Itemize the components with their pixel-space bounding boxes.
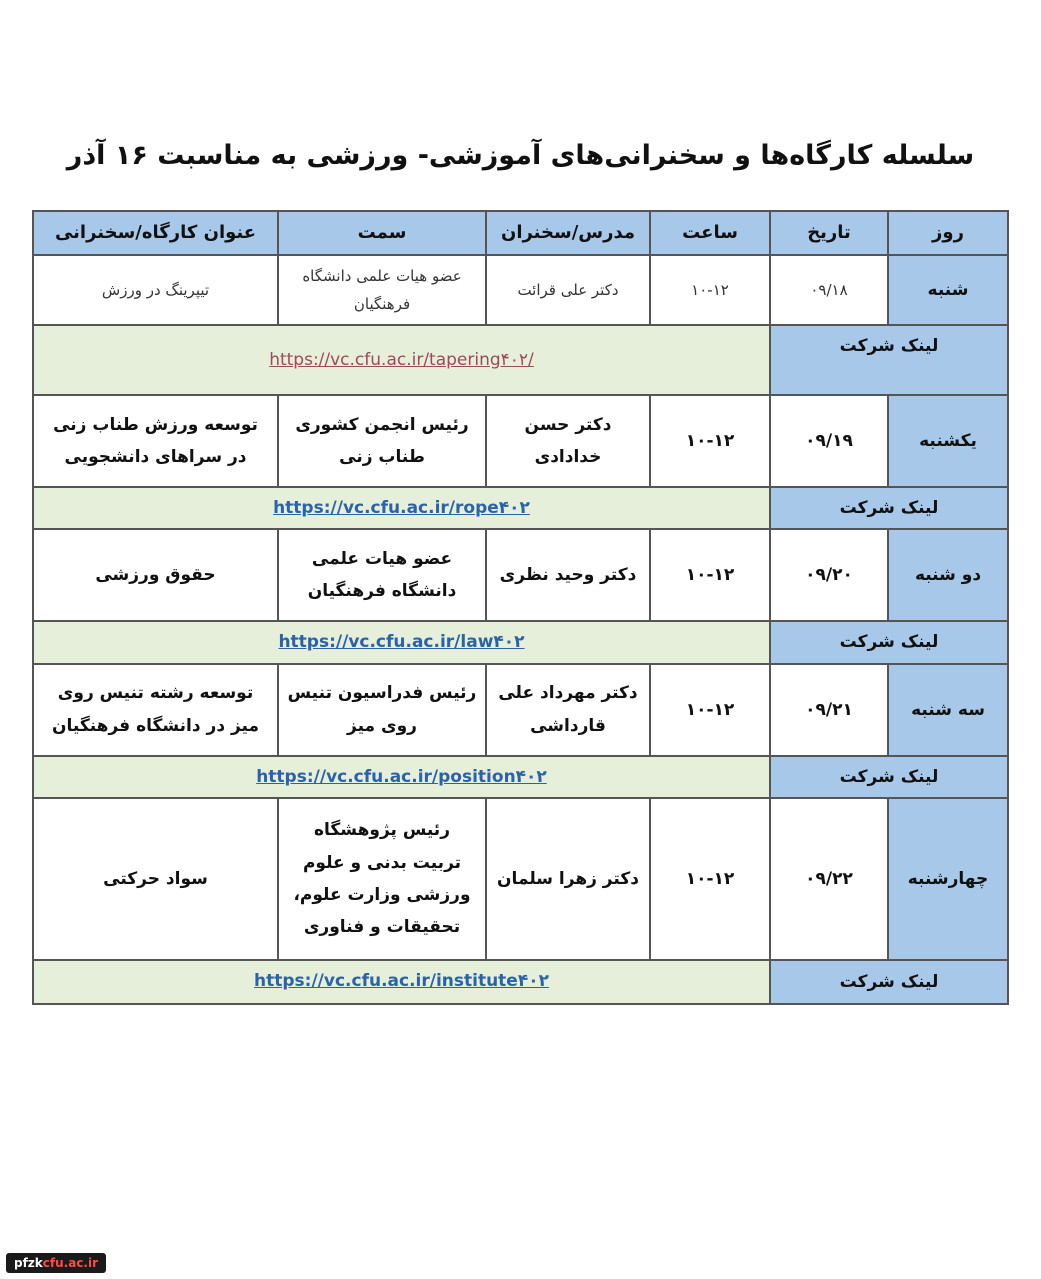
session-link[interactable]: https://vc.cfu.ac.ir/tapering۴۰۲/ [269,350,534,371]
session-link[interactable]: https://vc.cfu.ac.ir/institute۴۰۲ [254,971,549,992]
link-label: لینک شرکت [770,325,1008,395]
link-label: لینک شرکت [770,756,1008,798]
speaker-cell: دکتر زهرا سلمان [486,798,650,960]
header-day: روز [888,211,1008,255]
date-cell: ۰۹/۱۹ [770,395,888,487]
table-row [33,529,1008,621]
time-cell: ۱۰-۱۲ [650,395,770,487]
position-cell: رئیس انجمن کشوری طناب زنی [278,395,486,487]
speaker-cell: دکتر حسن خدادادی [486,395,650,487]
table-row [33,395,1008,487]
header-time: ساعت [650,211,770,255]
link-row [33,960,1008,1004]
header-row [33,211,1008,255]
day-cell: سه شنبه [888,664,1008,756]
link-row [33,325,1008,395]
table-row [33,798,1008,960]
speaker-cell: دکتر علی قرائت [486,255,650,325]
link-label: لینک شرکت [770,487,1008,529]
header-position: سمت [278,211,486,255]
link-cell [33,621,770,663]
day-cell: شنبه [888,255,1008,325]
link-cell [33,960,770,1004]
time-cell: ۱۰-۱۲ [650,255,770,325]
table-row [33,664,1008,756]
table-row [33,255,1008,325]
link-label: لینک شرکت [770,621,1008,663]
topic-cell: سواد حرکتی [33,798,278,960]
topic-cell: حقوق ورزشی [33,529,278,621]
session-link[interactable]: https://vc.cfu.ac.ir/position۴۰۲ [256,766,547,787]
time-cell: ۱۰-۱۲ [650,798,770,960]
topic-cell: توسعه ورزش طناب زنی در سراهای دانشجویی [33,395,278,487]
time-cell: ۱۰-۱۲ [650,664,770,756]
link-cell [33,487,770,529]
position-cell: عضو هیات علمی دانشگاه فرهنگیان [278,529,486,621]
schedule-table [32,210,1009,1005]
day-cell: یکشنبه [888,395,1008,487]
link-cell [33,325,770,395]
date-cell: ۰۹/۲۲ [770,798,888,960]
link-label: لینک شرکت [770,960,1008,1004]
topic-cell: تیپرینگ در ورزش [33,255,278,325]
position-cell: عضو هیات علمی دانشگاه فرهنگیان [278,255,486,325]
link-cell [33,756,770,798]
site-watermark: pfzkcfu.ac.ir [6,1253,106,1273]
position-cell: رئیس پژوهشگاه تربیت بدنی و علوم ورزشی وزارت علوم، تحقیقات و فناوری [278,798,486,960]
speaker-cell: دکتر مهرداد علی قارداشی [486,664,650,756]
session-link[interactable]: https://vc.cfu.ac.ir/rope۴۰۲ [273,498,530,519]
link-row [33,756,1008,798]
header-date: تاریخ [770,211,888,255]
session-link[interactable]: https://vc.cfu.ac.ir/law۴۰۲ [278,632,525,653]
time-cell: ۱۰-۱۲ [650,529,770,621]
date-cell: ۰۹/۲۱ [770,664,888,756]
page-title: سلسله کارگاه‌ها و سخنرانی‌های آموزشی- ورزشی به مناسبت ۱۶ آذر [66,140,975,171]
date-cell: ۰۹/۱۸ [770,255,888,325]
link-row [33,487,1008,529]
date-cell: ۰۹/۲۰ [770,529,888,621]
speaker-cell: دکتر وحید نظری [486,529,650,621]
day-cell: چهارشنبه [888,798,1008,960]
position-cell: رئیس فدراسیون تنیس روی میز [278,664,486,756]
link-row [33,621,1008,663]
topic-cell: توسعه رشته تنیس روی میز در دانشگاه فرهنگیان [33,664,278,756]
header-topic: عنوان کارگاه/سخنرانی [33,211,278,255]
day-cell: دو شنبه [888,529,1008,621]
header-speaker: مدرس/سخنران [486,211,650,255]
